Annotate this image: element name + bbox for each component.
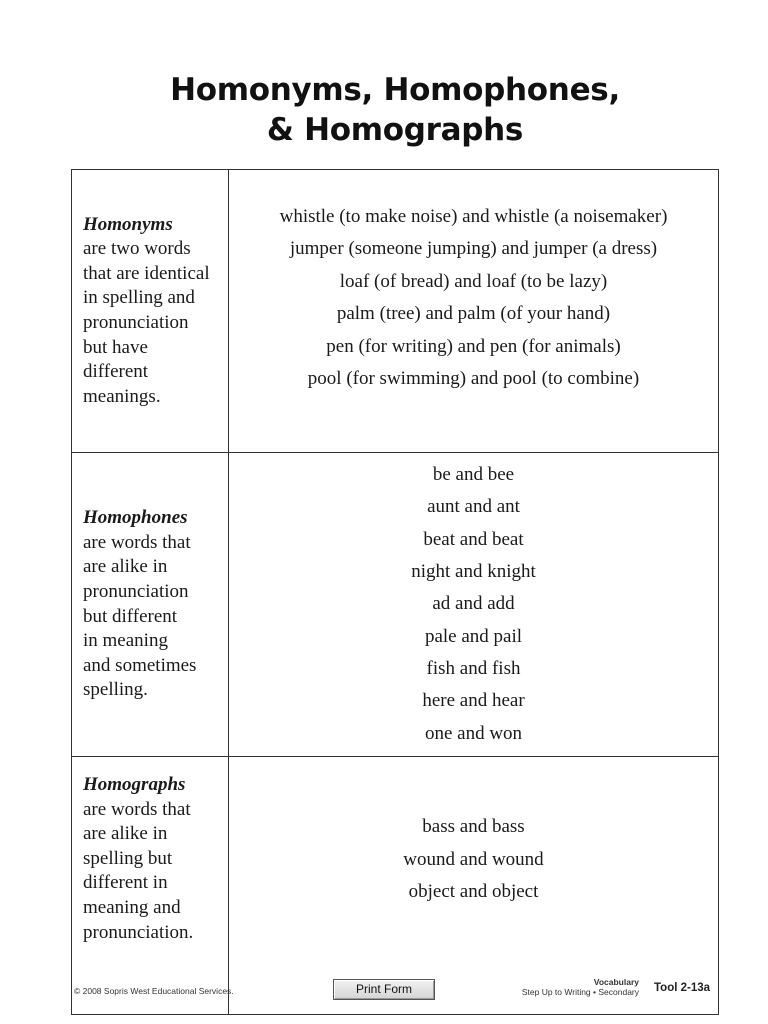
example-item: pen (for writing) and pen (for animals) bbox=[326, 335, 621, 357]
definition-line: are two words bbox=[83, 238, 191, 260]
definition-line: meanings. bbox=[83, 385, 161, 407]
term-definition bbox=[72, 773, 228, 945]
vocabulary-table bbox=[71, 169, 719, 1015]
example-item: palm (tree) and palm (of your hand) bbox=[336, 303, 611, 325]
print-form-button[interactable]: Print Form bbox=[333, 979, 435, 1000]
copyright-notice: © 2008 Sopris West Educational Services. bbox=[74, 986, 234, 996]
example-item: one and won bbox=[424, 722, 523, 744]
term-cell bbox=[72, 757, 229, 1015]
example-item: object and object bbox=[408, 881, 539, 902]
term-name: Homophones bbox=[83, 507, 188, 529]
definition-line: spelling but bbox=[83, 847, 173, 869]
example-item: wound and wound bbox=[403, 848, 544, 870]
definition-line: different bbox=[83, 361, 149, 383]
definition-line: but have bbox=[83, 336, 148, 358]
term-cell bbox=[72, 453, 229, 757]
definition-line: different in bbox=[83, 872, 168, 894]
examples-cell bbox=[229, 757, 719, 1015]
examples-cell bbox=[229, 453, 719, 757]
example-item: night and knight bbox=[411, 561, 536, 583]
definition-line: pronunciation. bbox=[83, 921, 194, 943]
table-row-homographs bbox=[72, 757, 719, 1015]
definition-line: that are identical bbox=[83, 262, 210, 284]
definition-line: pronunciation bbox=[83, 580, 189, 602]
example-item: loaf (of bread) and loaf (to be lazy) bbox=[339, 270, 608, 292]
page-title-line-1: Homonyms, Homophones, bbox=[170, 72, 620, 108]
term-name: Homonyms bbox=[83, 213, 173, 235]
term-definition bbox=[72, 506, 228, 703]
example-list bbox=[229, 201, 718, 395]
table-row-homophones bbox=[72, 453, 719, 757]
definition-line: are words that bbox=[83, 531, 191, 553]
examples-cell bbox=[229, 170, 719, 453]
example-item: aunt and ant bbox=[427, 496, 520, 518]
example-item: pale and pail bbox=[424, 625, 523, 647]
category-label: Vocabulary bbox=[593, 977, 639, 987]
definition-line: in spelling and bbox=[83, 287, 195, 309]
example-item: whistle (to make noise) and whistle (a noisemaker) bbox=[279, 206, 668, 227]
term-cell bbox=[72, 170, 229, 453]
example-item: fish and fish bbox=[426, 657, 521, 679]
example-item: beat and beat bbox=[423, 528, 524, 550]
table-row-homonyms bbox=[72, 170, 719, 453]
definition-line: are alike in bbox=[83, 556, 168, 578]
tool-number: Tool 2-13a bbox=[654, 982, 711, 994]
example-item: jumper (someone jumping) and jumper (a dress) bbox=[289, 238, 658, 260]
term-name: Homographs bbox=[83, 774, 186, 795]
example-item: be and bee bbox=[432, 464, 515, 486]
example-item: ad and add bbox=[432, 593, 515, 615]
series-label: Step Up to Writing • Secondary bbox=[521, 987, 639, 997]
definition-line: meaning and bbox=[83, 896, 181, 918]
example-item: pool (for swimming) and pool (to combine) bbox=[307, 368, 640, 390]
definition-line: are alike in bbox=[83, 823, 168, 845]
definition-line: pronunciation bbox=[83, 312, 189, 333]
term-definition bbox=[72, 213, 228, 410]
definition-line: but different bbox=[83, 605, 178, 627]
definition-line: and sometimes bbox=[83, 654, 197, 676]
series-info bbox=[522, 977, 639, 998]
example-list bbox=[229, 811, 718, 909]
definition-line: in meaning bbox=[83, 630, 168, 652]
page-title-line-2: & Homographs bbox=[266, 112, 524, 148]
example-list bbox=[229, 459, 718, 750]
definition-line: are words that bbox=[83, 798, 191, 820]
example-item: here and hear bbox=[422, 690, 525, 712]
example-item: bass and bass bbox=[422, 816, 525, 837]
page-title bbox=[0, 70, 768, 150]
definition-line: spelling. bbox=[83, 679, 148, 701]
